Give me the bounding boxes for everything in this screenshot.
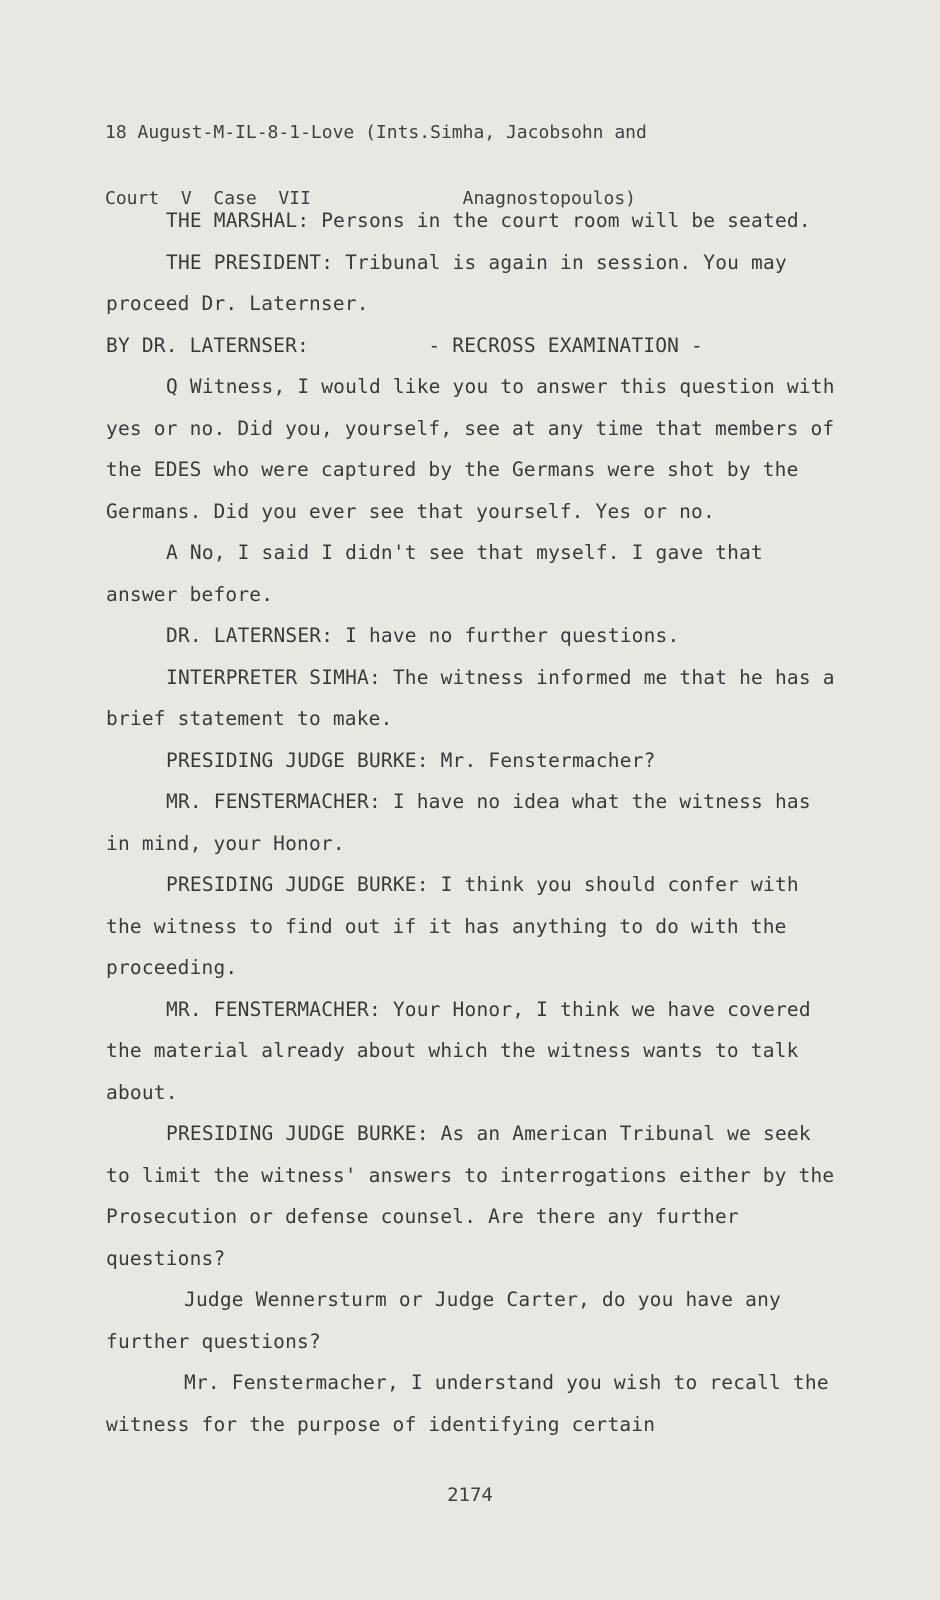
examination-heading: BY DR. LATERNSER: - RECROSS EXAMINATION -	[106, 333, 703, 357]
laternser-statement: DR. LATERNSER: I have no further questions.	[166, 624, 680, 647]
president-statement: THE PRESIDENT: Tribunal is again in session. You may proceed Dr. Laternser.	[106, 250, 787, 315]
fenstermacher-statement-2: MR. FENSTERMACHER: Your Honor, I think we have covered the material already about which the witness wants to talk about.	[106, 997, 811, 1104]
page-number: 2174	[447, 1484, 493, 1506]
judge-burke-statement-1: PRESIDING JUDGE BURKE: Mr. Fenstermacher?	[166, 748, 656, 772]
question-paragraph: Q Witness, I would like you to answer this question with yes or no. Did you, yourself, see at any time that members of the EDES who were captured by the Germans were shot by the Germans. Did you ever see that yourself. Yes or no.	[106, 375, 835, 523]
judge-burke-statement-4: Judge Wennersturm or Judge Carter, do you have any further questions?	[106, 1288, 781, 1353]
header-line-2: Court V Case VII Anagnostopoulos)	[105, 188, 637, 209]
answer-paragraph: A No, I said I didn't see that myself. I gave that answer before.	[106, 541, 763, 606]
transcript-body	[106, 200, 846, 1445]
judge-burke-statement-3: PRESIDING JUDGE BURKE: As an American Tribunal we seek to limit the witness' answers to interrogations either by the Prosecution or defense counsel. Are there any further questions?	[106, 1122, 835, 1270]
header-line-1: 18 August-M-IL-8-1-Love (Ints.Simha, Jacobsohn and	[105, 122, 647, 143]
fenstermacher-statement-1: MR. FENSTERMACHER: I have no idea what the witness has in mind, your Honor.	[106, 790, 811, 855]
judge-burke-statement-5: Mr. Fenstermacher, I understand you wish to recall the witness for the purpose of identifying certain	[106, 1371, 829, 1436]
interpreter-statement: INTERPRETER SIMHA: The witness informed me that he has a brief statement to make.	[106, 665, 835, 730]
marshal-statement: THE MARSHAL: Persons in the court room will be seated.	[166, 209, 811, 232]
judge-burke-statement-2: PRESIDING JUDGE BURKE: I think you should confer with the witness to find out if it has anything to do with the proceeding.	[106, 873, 799, 979]
